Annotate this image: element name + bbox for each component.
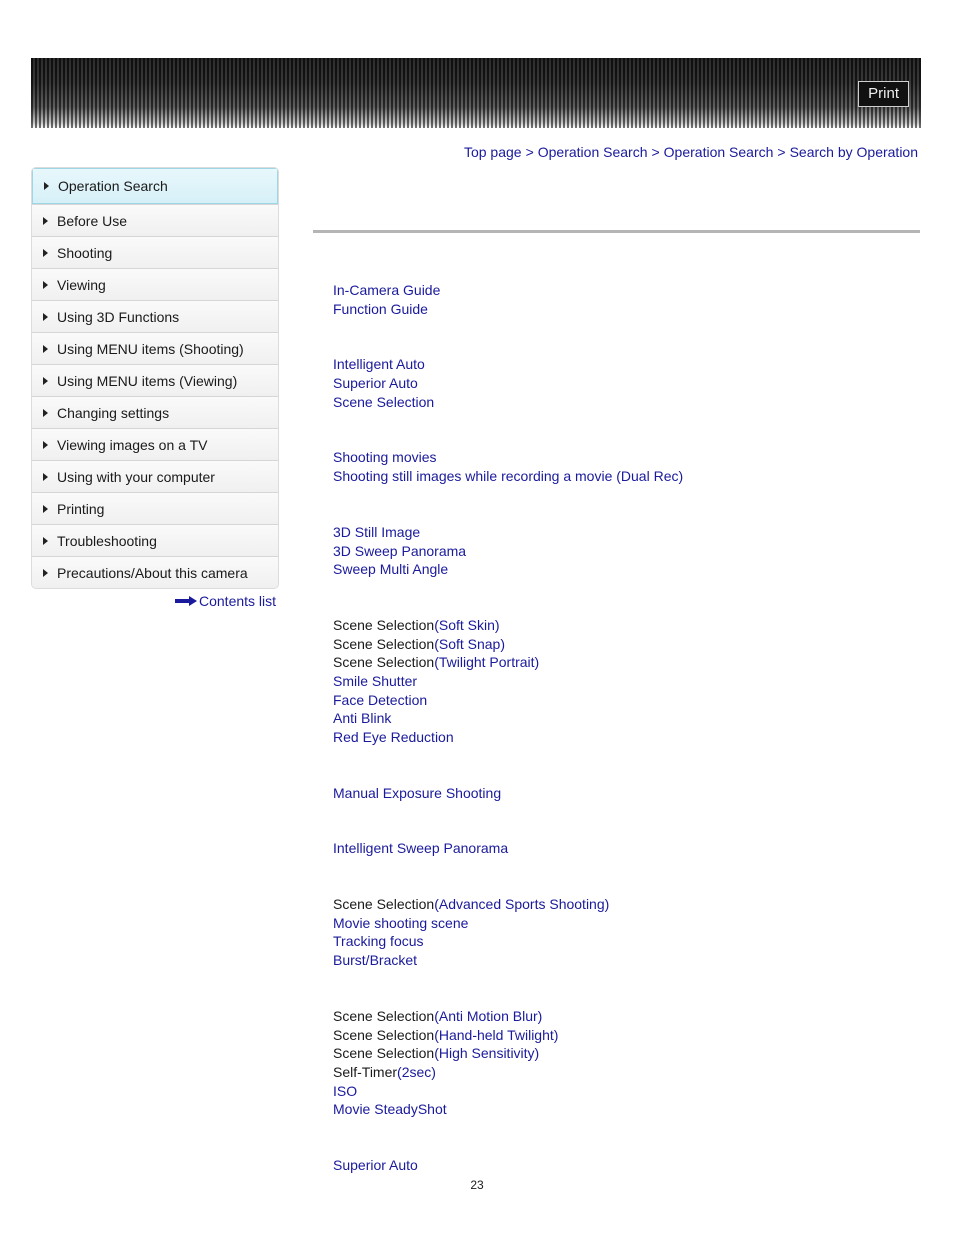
item-link[interactable]: Burst/Bracket xyxy=(333,952,418,969)
sidebar-item-before-use[interactable] xyxy=(32,204,278,236)
item-link[interactable]: (2sec) xyxy=(397,1063,436,1080)
sidebar-item-label: Changing settings xyxy=(57,404,170,421)
sidebar-item-label: Using MENU items (Shooting) xyxy=(57,340,244,357)
list-item xyxy=(333,1082,913,1101)
header-banner xyxy=(31,58,921,128)
list-item xyxy=(333,1007,913,1026)
link-group xyxy=(333,281,913,318)
sidebar-item-label: Using 3D Functions xyxy=(57,308,180,325)
item-link[interactable]: (Soft Skin) xyxy=(434,616,500,633)
breadcrumb-separator: > xyxy=(525,144,534,160)
item-link[interactable]: 3D Still Image xyxy=(333,523,421,540)
item-link[interactable]: Sweep Multi Angle xyxy=(333,561,449,578)
item-link[interactable]: Tracking focus xyxy=(333,933,424,950)
triangle-right-icon xyxy=(44,182,49,190)
item-link[interactable]: Superior Auto xyxy=(333,1156,418,1173)
item-link[interactable]: Face Detection xyxy=(333,691,428,708)
item-link[interactable]: (Soft Snap) xyxy=(434,635,506,652)
link-group xyxy=(333,895,913,970)
sidebar-item-label: Operation Search xyxy=(58,178,168,194)
item-prefix-text: Scene Selection xyxy=(333,896,435,913)
sidebar-item-menu-viewing[interactable] xyxy=(32,364,278,396)
list-item xyxy=(333,393,913,412)
item-link[interactable]: (Anti Motion Blur) xyxy=(434,1007,543,1024)
item-prefix-text: Scene Selection xyxy=(333,654,435,671)
sidebar-item-precautions[interactable] xyxy=(32,556,278,588)
sidebar-item-computer[interactable] xyxy=(32,460,278,492)
print-button[interactable]: Print xyxy=(858,81,909,107)
sidebar-item-label: Troubleshooting xyxy=(57,532,157,549)
list-item xyxy=(333,672,913,691)
list-item xyxy=(333,914,913,933)
list-item xyxy=(333,728,913,747)
link-group xyxy=(333,523,913,579)
sidebar-item-shooting[interactable] xyxy=(32,236,278,268)
triangle-right-icon xyxy=(43,345,48,353)
sidebar-nav xyxy=(31,167,279,589)
sidebar-item-operation-search[interactable] xyxy=(32,168,278,204)
arrow-right-icon xyxy=(175,596,197,606)
list-item xyxy=(333,784,913,803)
breadcrumb-operation-search-1[interactable]: Operation Search xyxy=(537,144,648,160)
triangle-right-icon xyxy=(43,441,48,449)
list-item xyxy=(333,1044,913,1063)
contents-list-link[interactable] xyxy=(175,593,276,609)
item-link[interactable]: Superior Auto xyxy=(333,375,418,392)
sidebar-item-troubleshooting[interactable] xyxy=(32,524,278,556)
item-prefix-text: Scene Selection xyxy=(333,616,435,633)
contents-list-label: Contents list xyxy=(199,593,277,609)
content-divider xyxy=(313,230,920,233)
sidebar-item-label: Before Use xyxy=(57,212,128,229)
link-group xyxy=(333,839,913,858)
item-link[interactable]: Movie SteadyShot xyxy=(333,1101,447,1118)
breadcrumb-operation-search-2[interactable]: Operation Search xyxy=(663,144,774,160)
sidebar-item-label: Viewing xyxy=(57,276,106,293)
link-group xyxy=(333,616,913,747)
triangle-right-icon xyxy=(43,217,48,225)
triangle-right-icon xyxy=(43,505,48,513)
link-group xyxy=(333,1156,913,1175)
item-link[interactable]: (Hand-held Twilight) xyxy=(434,1026,559,1043)
triangle-right-icon xyxy=(43,281,48,289)
breadcrumb-separator: > xyxy=(777,144,786,160)
sidebar-item-3d-functions[interactable] xyxy=(32,300,278,332)
list-item xyxy=(333,635,913,654)
link-group xyxy=(333,448,913,485)
breadcrumb-search-by-operation[interactable]: Search by Operation xyxy=(789,144,918,160)
breadcrumb xyxy=(464,144,918,160)
item-link[interactable]: 3D Sweep Panorama xyxy=(333,542,467,559)
item-prefix-text: Self-Timer xyxy=(333,1063,398,1080)
item-prefix-text: Scene Selection xyxy=(333,635,435,652)
list-item xyxy=(333,839,913,858)
sidebar-item-label: Using MENU items (Viewing) xyxy=(57,372,238,389)
item-link[interactable]: (Twilight Portrait) xyxy=(434,654,540,671)
list-item xyxy=(333,542,913,561)
link-group xyxy=(333,355,913,411)
item-link[interactable]: (Advanced Sports Shooting) xyxy=(434,896,610,913)
list-item xyxy=(333,1026,913,1045)
link-group xyxy=(333,784,913,803)
list-item xyxy=(333,281,913,300)
list-item xyxy=(333,355,913,374)
triangle-right-icon xyxy=(43,313,48,321)
item-link[interactable]: Shooting movies xyxy=(333,449,437,466)
list-item xyxy=(333,523,913,542)
triangle-right-icon xyxy=(43,569,48,577)
sidebar-item-viewing-on-tv[interactable] xyxy=(32,428,278,460)
triangle-right-icon xyxy=(43,409,48,417)
triangle-right-icon xyxy=(43,377,48,385)
sidebar-item-changing-settings[interactable] xyxy=(32,396,278,428)
sidebar-item-label: Shooting xyxy=(57,244,113,261)
list-item xyxy=(333,691,913,710)
list-item xyxy=(333,653,913,672)
item-link[interactable]: (High Sensitivity) xyxy=(434,1045,540,1062)
item-link[interactable]: ISO xyxy=(333,1082,358,1099)
page-number: 23 xyxy=(470,1178,484,1192)
item-link[interactable]: Movie shooting scene xyxy=(333,914,469,931)
list-item xyxy=(333,448,913,467)
item-link[interactable]: In-Camera Guide xyxy=(333,282,441,298)
sidebar-item-label: Precautions/About this camera xyxy=(57,564,248,581)
list-item xyxy=(333,951,913,970)
item-link[interactable]: Smile Shutter xyxy=(333,672,418,689)
list-item xyxy=(333,467,913,486)
list-item xyxy=(333,560,913,579)
sidebar-item-viewing[interactable] xyxy=(32,268,278,300)
sidebar-item-printing[interactable] xyxy=(32,492,278,524)
breadcrumb-separator: > xyxy=(651,144,660,160)
sidebar-item-menu-shooting[interactable] xyxy=(32,332,278,364)
list-item xyxy=(333,374,913,393)
item-link[interactable]: Manual Exposure Shooting xyxy=(333,784,502,801)
triangle-right-icon xyxy=(43,249,48,257)
list-item xyxy=(333,1063,913,1082)
triangle-right-icon xyxy=(43,537,48,545)
item-link[interactable]: Scene Selection xyxy=(333,393,435,410)
item-link[interactable]: Intelligent Auto xyxy=(333,356,425,373)
item-prefix-text: Scene Selection xyxy=(333,1045,435,1062)
list-item xyxy=(333,932,913,951)
item-link[interactable]: Function Guide xyxy=(333,300,428,317)
list-item xyxy=(333,1156,913,1175)
item-link[interactable]: Anti Blink xyxy=(333,710,392,727)
item-link[interactable]: Shooting still images while recording a movie (Dual Rec) xyxy=(333,468,684,485)
item-prefix-text: Scene Selection xyxy=(333,1007,435,1024)
item-link[interactable]: Intelligent Sweep Panorama xyxy=(333,840,509,857)
list-item xyxy=(333,616,913,635)
sidebar-item-label: Using with your computer xyxy=(57,468,215,485)
sidebar-item-label: Viewing images on a TV xyxy=(57,436,208,453)
sidebar-item-label: Printing xyxy=(57,500,105,517)
link-group xyxy=(333,1007,913,1119)
list-item xyxy=(333,709,913,728)
list-item xyxy=(333,300,913,319)
breadcrumb-top-page[interactable]: Top page xyxy=(463,144,522,160)
list-item xyxy=(333,1100,913,1119)
item-link[interactable]: Red Eye Reduction xyxy=(333,729,454,745)
triangle-right-icon xyxy=(43,473,48,481)
main-content xyxy=(333,281,913,1212)
item-prefix-text: Scene Selection xyxy=(333,1026,435,1043)
list-item xyxy=(333,895,913,914)
